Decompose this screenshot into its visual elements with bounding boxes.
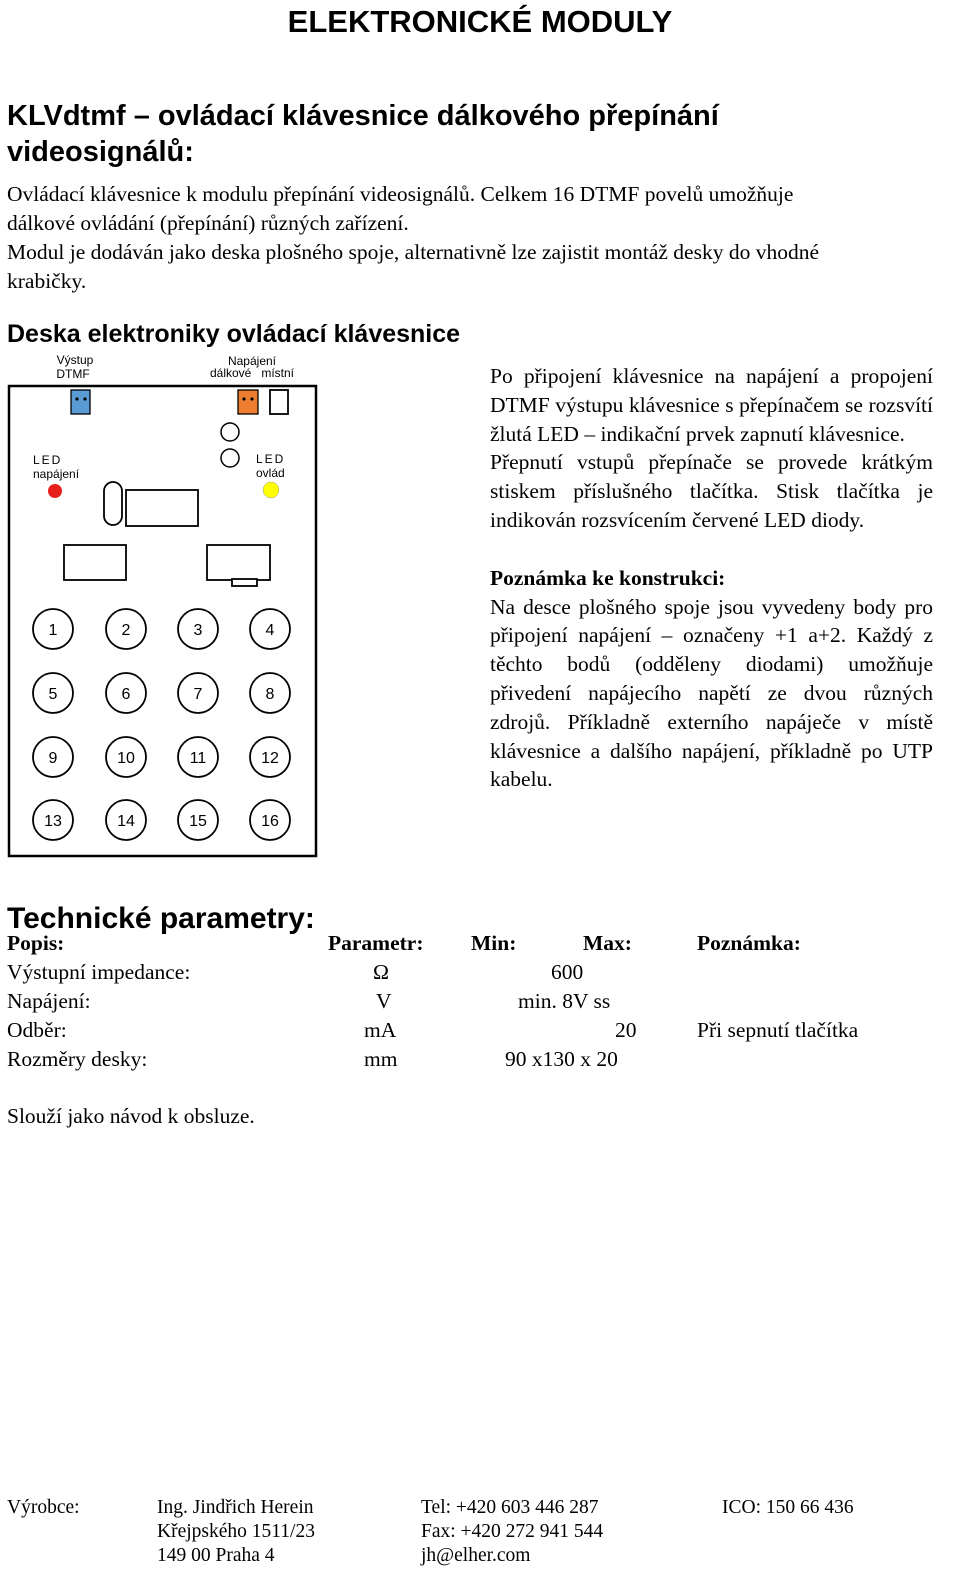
led-control-label: ovlád [256,466,285,480]
board-diagram [0,350,330,865]
key-label: 1 [48,622,58,639]
local-power-connector [270,390,288,414]
key-label: 13 [44,813,62,830]
footer-fax: Fax: +420 272 941 544 [421,1521,604,1542]
intro-line: Modul je dodáván jako deska plošného spoje, alternativně lze zajistit montáž desky do vhodné [7,240,820,264]
key-label: 15 [189,813,207,830]
crystal [104,482,122,525]
row-value: 90 x130 x 20 [505,1047,618,1071]
connector-pin [250,397,253,400]
led-power [48,484,62,498]
document-title: ELEKTRONICKÉ MODULY [287,4,673,39]
row-popis: Odběr: [7,1018,67,1042]
product-title [7,98,907,170]
header-parametr: Parametr: [328,931,424,955]
footer-city: 149 00 Praha 4 [157,1545,275,1566]
remote-power-connector [238,390,258,414]
footer-email: jh@elher.com [421,1545,531,1566]
intro-line: krabičky. [7,269,87,293]
key-label: 2 [121,622,131,639]
key-label: 16 [261,813,279,830]
footer-label: Výrobce: [7,1497,80,1518]
header-max: Max: [583,931,632,955]
header-popis: Popis: [7,931,65,955]
key-label: 9 [48,750,58,767]
dtmf-output-connector [71,390,90,414]
output-label: Výstup [56,353,94,367]
row-poznamka: Při sepnutí tlačítka [697,1018,859,1042]
key-label: 7 [193,686,203,703]
key-label: 6 [121,686,131,703]
power-point [221,449,239,467]
row-parametr: Ω [373,960,389,984]
tech-heading: Technické parametry: [7,902,315,935]
board-heading: Deska elektroniky ovládací klávesnice [7,320,461,348]
key-label: 4 [265,622,275,639]
header-poznamka: Poznámka: [697,931,801,955]
power-label: Napájení [227,354,277,368]
key-label: 11 [189,750,207,767]
description [490,362,933,794]
led-control [263,482,279,498]
construction-note-title: Poznámka ke konstrukci: [490,565,726,590]
row-popis: Napájení: [7,989,91,1013]
intro-paragraph [7,180,947,296]
product-title-line2: videosignálů: [7,136,194,168]
row-parametr: mm [364,1047,398,1071]
connector-pin [75,397,78,400]
component-tab [232,579,257,586]
description-paragraph: Přepnutí vstupů přepínače se provede krátkým stiskem příslušného tlačítka. Stisk tlačítka je indikován rozsvícením červené LED diody. [490,450,933,532]
power-point [221,423,239,441]
footer-ico: ICO: 150 66 436 [722,1497,854,1518]
key-label: 12 [261,750,279,767]
chip [126,490,198,526]
intro-line: Ovládací klávesnice k modulu přepínání videosignálů. Celkem 16 DTMF povelů umožňuje [7,182,794,206]
row-value: 20 [615,1018,637,1042]
product-title-line1: KLVdtmf – ovládací klávesnice dálkového přepínání [7,100,719,132]
row-parametr: V [376,989,392,1013]
footer-street: Křejpského 1511/23 [157,1521,315,1542]
key-label: 5 [48,686,58,703]
component-block [207,545,270,580]
component-block [64,545,126,580]
connector-pin [242,397,245,400]
row-popis: Rozměry desky: [7,1047,148,1071]
key-label: 14 [117,813,135,830]
led-control-label: LED [256,452,286,466]
footer-name: Ing. Jindřich Herein [157,1497,314,1518]
row-popis: Výstupní impedance: [7,960,191,984]
description-paragraph: Po připojení klávesnice na napájení a propojení DTMF výstupu klávesnice s přepínačem se rozsvítí žlutá LED – indikační prvek zapnutí klávesnice. [490,364,933,446]
intro-line: dálkové ovládání (přepínání) různých zařízení. [7,211,409,235]
led-power-label: napájení [33,467,80,481]
footer-tel: Tel: +420 603 446 287 [421,1497,599,1518]
led-power-label: LED [33,453,63,467]
header-min: Min: [471,931,517,955]
connector-pin [83,397,86,400]
output-label: DTMF [56,367,90,381]
key-label: 3 [193,622,203,639]
construction-note-text: Na desce plošného spoje jsou vyvedeny body pro připojení napájení – označeny +1 a+2. Každý z těchto bodů (odděleny diodami) umožňuje přivedení napájecího napětí ze dvou různých zdrojů. Příkladně externího napáječe v místě klávesnice a dalšího napájení, příkladně po UTP kabelu. [490,594,933,792]
usage-note: Slouží jako návod k obsluze. [7,1104,255,1128]
row-value: min. 8V ss [518,989,611,1013]
power-label: dálkové místní [209,366,295,380]
key-label: 10 [117,750,135,767]
row-parametr: mA [364,1018,397,1042]
key-label: 8 [265,686,275,703]
row-value: 600 [551,960,584,984]
